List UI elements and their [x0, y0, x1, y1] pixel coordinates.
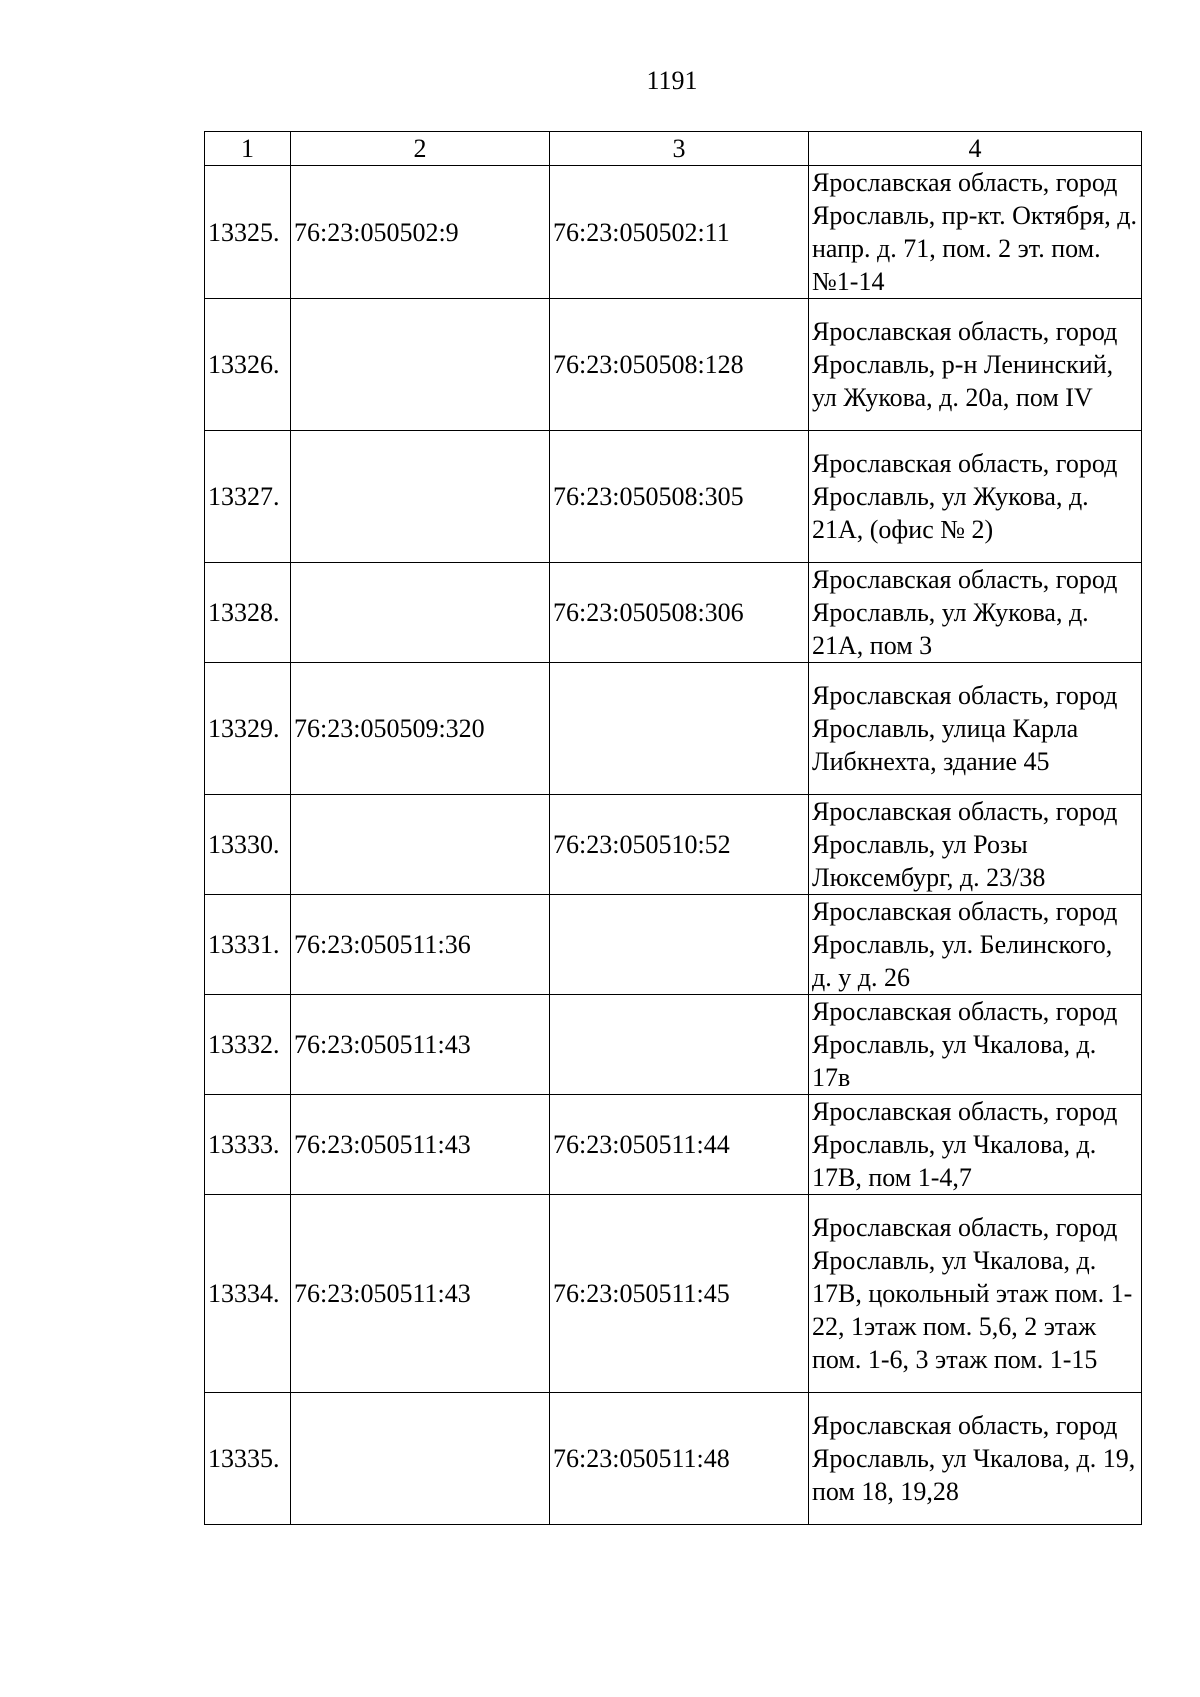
- address: Ярославская область, город Ярославль, улица Карла Либкнехта, здание 45: [809, 663, 1142, 795]
- cadastral-number-col3: 76:23:050508:128: [550, 299, 809, 431]
- cadastral-number-col2: 76:23:050511:43: [291, 995, 550, 1095]
- cadastral-number-col2: 76:23:050511:43: [291, 1195, 550, 1393]
- cadastral-number-col2: [291, 1393, 550, 1525]
- address: Ярославская область, город Ярославль, ул Чкалова, д. 17в: [809, 995, 1142, 1095]
- row-number: 13328.: [205, 563, 291, 663]
- header-col-1: 1: [205, 132, 291, 166]
- table-body: [205, 166, 1142, 1525]
- cadastral-number-col2: [291, 795, 550, 895]
- address: Ярославская область, город Ярославль, р-н Ленинский, ул Жукова, д. 20а, пом IV: [809, 299, 1142, 431]
- row-number: 13326.: [205, 299, 291, 431]
- table-row: [205, 1095, 1142, 1195]
- row-number: 13331.: [205, 895, 291, 995]
- cadastral-number-col3: 76:23:050510:52: [550, 795, 809, 895]
- cadastral-number-col3: [550, 663, 809, 795]
- address: Ярославская область, город Ярославль, ул Чкалова, д. 17В, пом 1-4,7: [809, 1095, 1142, 1195]
- address: Ярославская область, город Ярославль, пр-кт. Октября, д. напр. д. 71, пом. 2 эт. пом. №1-14: [809, 166, 1142, 299]
- cadastral-number-col2: [291, 563, 550, 663]
- cadastral-number-col3: 76:23:050511:45: [550, 1195, 809, 1393]
- row-number: 13334.: [205, 1195, 291, 1393]
- table-row: [205, 1195, 1142, 1393]
- row-number: 13335.: [205, 1393, 291, 1525]
- row-number: 13333.: [205, 1095, 291, 1195]
- cadastral-number-col3: [550, 995, 809, 1095]
- cadastral-number-col3: [550, 895, 809, 995]
- table-row: [205, 795, 1142, 895]
- address: Ярославская область, город Ярославль, ул. Белинского, д. у д. 26: [809, 895, 1142, 995]
- address: Ярославская область, город Ярославль, ул Жукова, д. 21А, пом 3: [809, 563, 1142, 663]
- address: Ярославская область, город Ярославль, ул Розы Люксембург, д. 23/38: [809, 795, 1142, 895]
- table-header: [205, 132, 1142, 166]
- cadastral-number-col2: [291, 431, 550, 563]
- cadastral-number-col2: 76:23:050509:320: [291, 663, 550, 795]
- address: Ярославская область, город Ярославль, ул Жукова, д. 21А, (офис № 2): [809, 431, 1142, 563]
- cadastral-number-col3: 76:23:050508:306: [550, 563, 809, 663]
- table-row: [205, 299, 1142, 431]
- address: Ярославская область, город Ярославль, ул Чкалова, д. 17В, цокольный этаж пом. 1-22, 1этаж пом. 5,6, 2 этаж пом. 1-6, 3 этаж пом. 1-15: [809, 1195, 1142, 1393]
- registry-table: [204, 131, 1142, 1525]
- table-row: [205, 431, 1142, 563]
- table-row: [205, 663, 1142, 795]
- cadastral-number-col2: [291, 299, 550, 431]
- table-row: [205, 895, 1142, 995]
- row-number: 13327.: [205, 431, 291, 563]
- cadastral-number-col3: 76:23:050502:11: [550, 166, 809, 299]
- row-number: 13330.: [205, 795, 291, 895]
- table-row: [205, 563, 1142, 663]
- header-col-3: 3: [550, 132, 809, 166]
- page-number: 1191: [646, 66, 698, 95]
- cadastral-number-col3: 76:23:050508:305: [550, 431, 809, 563]
- cadastral-number-col3: 76:23:050511:44: [550, 1095, 809, 1195]
- table-row: [205, 166, 1142, 299]
- row-number: 13332.: [205, 995, 291, 1095]
- header-col-4: 4: [809, 132, 1142, 166]
- cadastral-number-col2: 76:23:050502:9: [291, 166, 550, 299]
- table-row: [205, 995, 1142, 1095]
- cadastral-number-col2: 76:23:050511:43: [291, 1095, 550, 1195]
- table-row: [205, 1393, 1142, 1525]
- address: Ярославская область, город Ярославль, ул Чкалова, д. 19, пом 18, 19,28: [809, 1393, 1142, 1525]
- row-number: 13329.: [205, 663, 291, 795]
- row-number: 13325.: [205, 166, 291, 299]
- header-row: [205, 132, 1142, 166]
- header-col-2: 2: [291, 132, 550, 166]
- cadastral-number-col3: 76:23:050511:48: [550, 1393, 809, 1525]
- cadastral-number-col2: 76:23:050511:36: [291, 895, 550, 995]
